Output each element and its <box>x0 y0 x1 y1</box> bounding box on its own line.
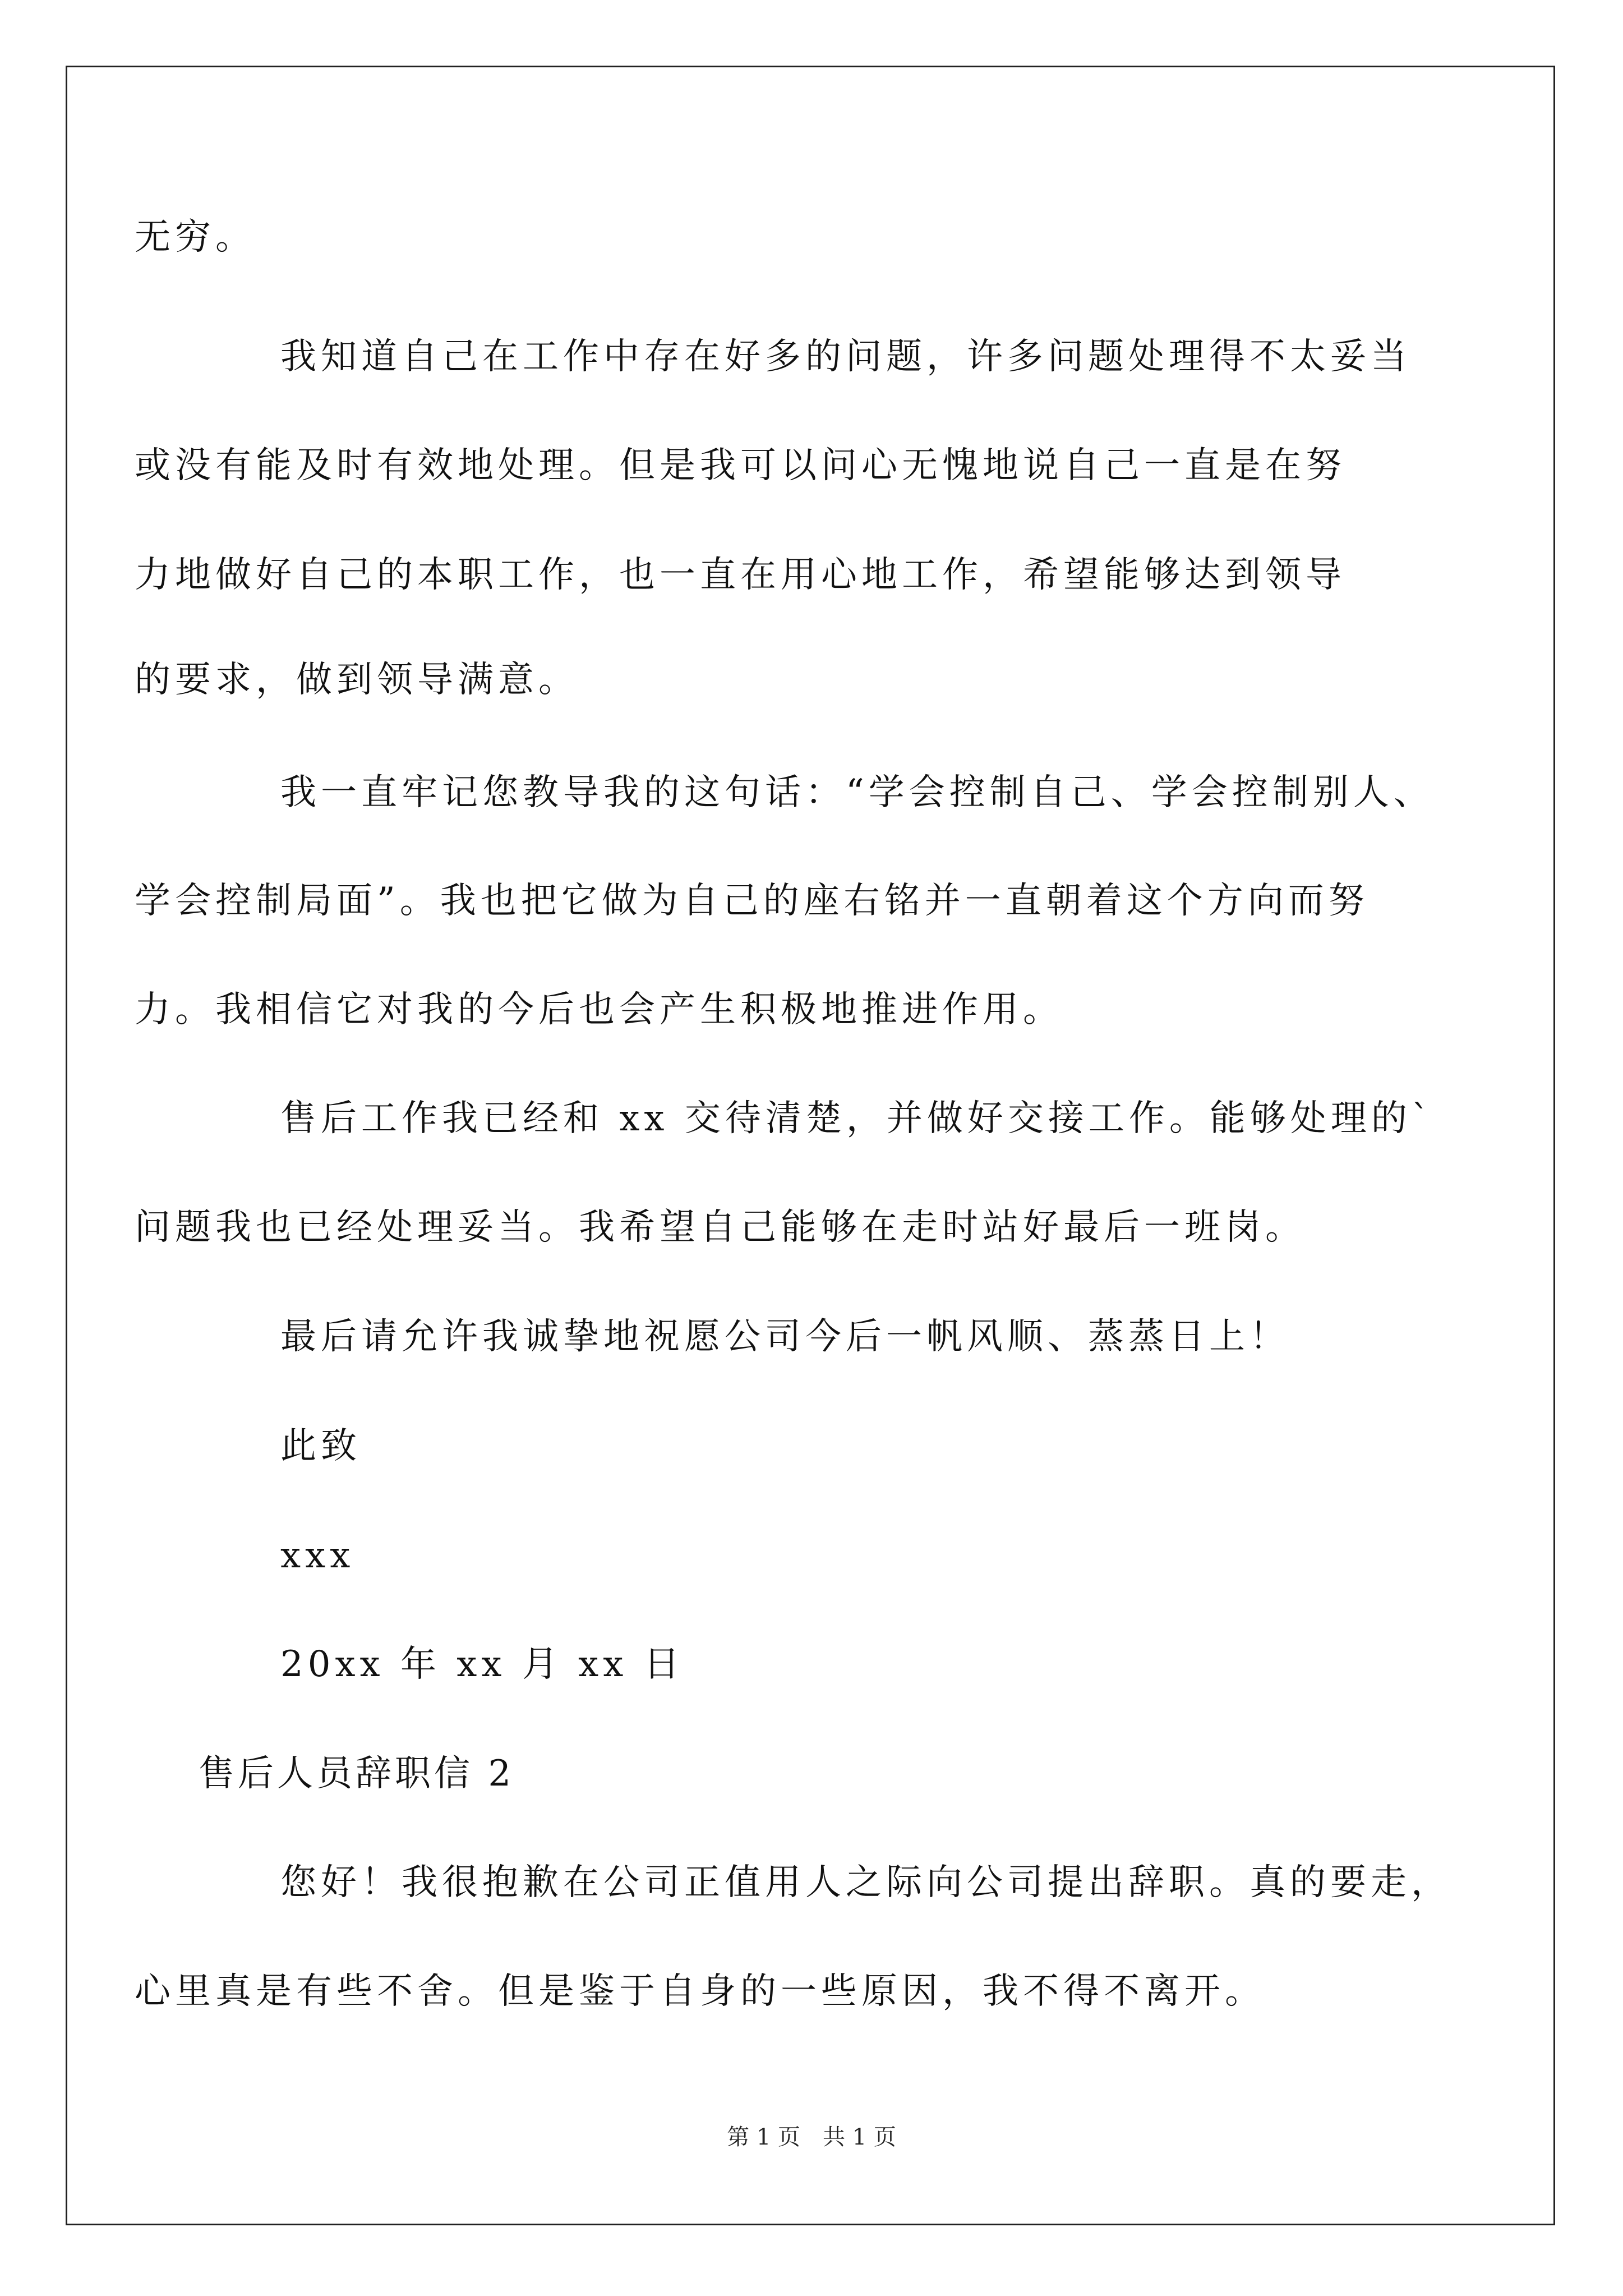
paragraph-line: 力地做好自己的本职工作，也一直在用心地工作，希望能够达到领导 <box>135 554 1346 596</box>
page-number-footer: 第 1 页 共 1 页 <box>727 2124 896 2150</box>
signature-date: 20xx 年 xx 月 xx 日 <box>280 1644 684 1685</box>
closing-salutation: 此致 <box>280 1425 361 1467</box>
paragraph-line: 力。我相信它对我的今后也会产生积极地推进作用。 <box>135 989 1063 1030</box>
paragraph-line: 的要求，做到领导满意。 <box>135 659 579 701</box>
paragraph-line: 我一直牢记您教导我的这句话：“学会控制自己、学会控制别人、 <box>280 772 1434 813</box>
section-heading: 售后人员辞职信 2 <box>199 1753 515 1795</box>
paragraph-line: 或没有能及时有效地处理。但是我可以问心无愧地说自己一直是在努 <box>135 445 1346 486</box>
paragraph-line: 我知道自己在工作中存在好多的问题，许多问题处理得不太妥当 <box>280 336 1411 378</box>
paragraph-line: 学会控制局面”。我也把它做为自己的座右铭并一直朝着这个方向而努 <box>135 880 1369 922</box>
paragraph-line: 您好！我很抱歉在公司正值用人之际向公司提出辞职。真的要走， <box>280 1862 1451 1903</box>
paragraph-line: 问题我也已经处理妥当。我希望自己能够在走时站好最后一班岗。 <box>135 1207 1306 1248</box>
paragraph-line: 售后工作我已经和 xx 交待清楚，并做好交接工作。能够处理的` <box>280 1098 1434 1139</box>
signature-name: xxx <box>280 1535 355 1576</box>
paragraph-line: 最后请允许我诚挚地祝愿公司今后一帆风顺、蒸蒸日上！ <box>280 1316 1290 1358</box>
paragraph-line: 心里真是有些不舍。但是鉴于自身的一些原因，我不得不离开。 <box>135 1971 1265 2012</box>
paragraph-line: 无穷。 <box>135 217 256 258</box>
